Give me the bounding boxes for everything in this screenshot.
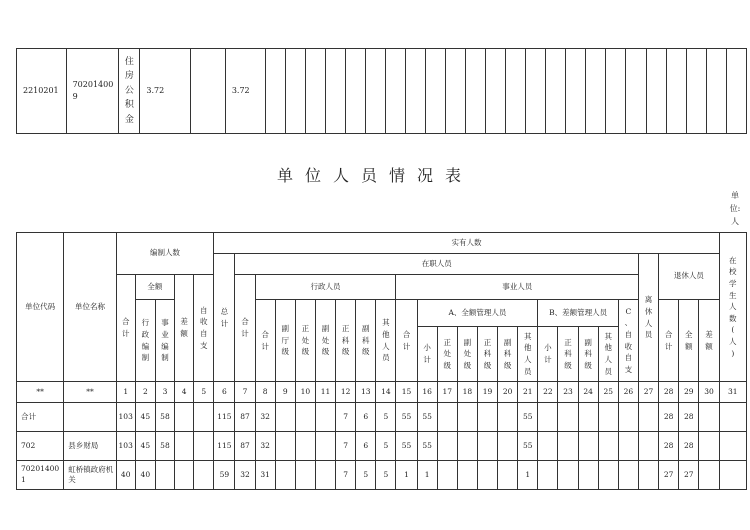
table-cell: 40 xyxy=(135,461,155,490)
table-cell xyxy=(598,432,618,461)
header-b-qita: 其 他 人 员 xyxy=(598,327,618,382)
unit-label: 单 位: 人 xyxy=(729,191,741,226)
personnel-table xyxy=(16,232,747,490)
column-code-cell: 12 xyxy=(336,382,356,403)
header-a-zhengchu: 正 处 级 xyxy=(437,327,457,382)
table-cell: 45 xyxy=(135,432,155,461)
budget-row xyxy=(17,49,747,134)
header-sy-heji: 合 计 xyxy=(396,300,417,382)
header-shiye-renyuan: 事业人员 xyxy=(396,275,639,300)
table-cell xyxy=(295,403,315,432)
table-cell: 55 xyxy=(396,403,417,432)
table-cell: 87 xyxy=(235,432,255,461)
column-code-cell: 6 xyxy=(214,382,235,403)
row-unit-code: 合计 xyxy=(17,403,64,432)
column-code-cell: ** xyxy=(64,382,116,403)
header-zhengke: 正 科 级 xyxy=(336,300,356,382)
table-cell xyxy=(699,403,719,432)
table-cell xyxy=(719,432,746,461)
table-cell: 55 xyxy=(518,432,538,461)
header-bz-cha-e: 差 额 xyxy=(175,275,194,382)
header-b-zhengke: 正 科 级 xyxy=(558,327,578,382)
budget-item-name: 住 房 公 积 金 xyxy=(119,49,140,134)
table-cell xyxy=(498,461,518,490)
table-cell: 1 xyxy=(417,461,437,490)
table-cell xyxy=(578,461,598,490)
table-cell xyxy=(194,403,214,432)
header-fuke: 副 科 级 xyxy=(356,300,376,382)
table-cell: 28 xyxy=(679,432,699,461)
table-cell: 58 xyxy=(155,432,174,461)
header-futing: 副 厅 级 xyxy=(275,300,295,382)
table-cell xyxy=(155,461,174,490)
table-cell: 87 xyxy=(235,403,255,432)
header-a-qita: 其 他 人 员 xyxy=(518,327,538,382)
column-code-cell: 9 xyxy=(275,382,295,403)
column-code-cell: 28 xyxy=(659,382,679,403)
header-unit-name: 单位名称 xyxy=(64,233,116,382)
table-cell: 55 xyxy=(396,432,417,461)
header-zaizhi: 在职人员 xyxy=(235,254,639,275)
column-code-cell: ** xyxy=(17,382,64,403)
header-zaixiao: 在 校 学 生 人 数 ( 人 ) xyxy=(719,233,746,382)
table-cell xyxy=(295,461,315,490)
table-cell: 55 xyxy=(417,432,437,461)
table-cell xyxy=(477,432,497,461)
header-fuchu: 副 处 级 xyxy=(315,300,335,382)
table-cell xyxy=(538,403,558,432)
column-code-cell: 27 xyxy=(638,382,658,403)
row-unit-name: 县乡财局 xyxy=(64,432,116,461)
budget-table-fragment xyxy=(16,48,747,134)
header-c-zishou: C 、 自 收 自 支 xyxy=(618,300,638,382)
table-cell xyxy=(315,461,335,490)
table-cell xyxy=(618,461,638,490)
column-code-cell: 5 xyxy=(194,382,214,403)
table-cell xyxy=(275,403,295,432)
column-code-cell: 31 xyxy=(719,382,746,403)
header-a-zhengke: 正 科 级 xyxy=(477,327,497,382)
table-cell xyxy=(498,403,518,432)
budget-amount-2: 3.72 xyxy=(225,49,265,134)
header-unit-code: 单位代码 xyxy=(17,233,64,382)
column-code-cell: 7 xyxy=(235,382,255,403)
table-cell: 31 xyxy=(255,461,275,490)
header-xingzheng-renyuan: 行政人员 xyxy=(255,275,396,300)
header-bz-heji: 合 计 xyxy=(116,275,135,382)
budget-code: 2210201 xyxy=(17,49,67,134)
table-cell xyxy=(578,403,598,432)
table-cell: 5 xyxy=(376,403,396,432)
column-code-cell: 14 xyxy=(376,382,396,403)
table-cell xyxy=(538,461,558,490)
table-cell: 27 xyxy=(679,461,699,490)
table-cell: 6 xyxy=(356,403,376,432)
column-code-cell: 15 xyxy=(396,382,417,403)
table-cell xyxy=(618,403,638,432)
column-code-cell: 4 xyxy=(175,382,194,403)
table-cell: 28 xyxy=(659,403,679,432)
table-cell xyxy=(477,403,497,432)
table-cell: 7 xyxy=(336,403,356,432)
header-bianzhi: 编制人数 xyxy=(116,233,214,275)
budget-empty xyxy=(191,49,226,134)
table-cell xyxy=(618,432,638,461)
column-code-row xyxy=(17,382,747,403)
table-cell: 59 xyxy=(214,461,235,490)
table-cell xyxy=(175,403,194,432)
header-shiyou: 实有人数 xyxy=(214,233,719,254)
header-qita: 其 他 人 员 xyxy=(376,300,396,382)
column-code-cell: 25 xyxy=(598,382,618,403)
table-cell xyxy=(194,461,214,490)
table-cell: 6 xyxy=(356,432,376,461)
column-code-cell: 20 xyxy=(498,382,518,403)
table-cell xyxy=(538,432,558,461)
table-cell xyxy=(437,461,457,490)
row-unit-name: 虹桥镇政府机关 xyxy=(64,461,116,490)
table-cell xyxy=(175,461,194,490)
table-cell: 7 xyxy=(336,461,356,490)
header-bz-quane: 全额 xyxy=(135,275,174,300)
table-cell: 28 xyxy=(679,403,699,432)
header-a-quane: A、全额管理人员 xyxy=(417,300,538,327)
header-zz-heji: 合 计 xyxy=(235,275,255,382)
column-code-cell: 23 xyxy=(558,382,578,403)
table-cell: 32 xyxy=(255,432,275,461)
table-cell xyxy=(598,461,618,490)
column-code-cell: 18 xyxy=(457,382,477,403)
table-cell xyxy=(598,403,618,432)
table-cell xyxy=(699,432,719,461)
header-xingzheng-bianzhi: 行 政 编 制 xyxy=(135,300,155,382)
table-cell: 103 xyxy=(116,432,135,461)
table-cell xyxy=(719,403,746,432)
header-xz-heji: 合 计 xyxy=(255,300,275,382)
header-zhengchu: 正 处 级 xyxy=(295,300,315,382)
header-a-fuchu: 副 处 级 xyxy=(457,327,477,382)
table-cell xyxy=(295,432,315,461)
row-unit-code: 702014001 xyxy=(17,461,64,490)
table-cell xyxy=(315,432,335,461)
table-cell xyxy=(719,461,746,490)
page-title: 单位人员情况表 xyxy=(276,166,473,185)
column-code-cell: 21 xyxy=(518,382,538,403)
row-unit-name xyxy=(64,403,116,432)
personnel-data-body xyxy=(17,403,747,490)
table-cell: 5 xyxy=(356,461,376,490)
header-a-xiaoji: 小 计 xyxy=(417,327,437,382)
column-code-cell: 19 xyxy=(477,382,497,403)
header-b-xiaoji: 小 计 xyxy=(538,327,558,382)
column-code-cell: 8 xyxy=(255,382,275,403)
table-cell xyxy=(558,432,578,461)
column-code-cell: 22 xyxy=(538,382,558,403)
table-cell xyxy=(175,432,194,461)
table-cell xyxy=(457,432,477,461)
table-cell: 40 xyxy=(116,461,135,490)
table-cell: 1 xyxy=(518,461,538,490)
table-cell: 115 xyxy=(214,432,235,461)
column-code-cell: 30 xyxy=(699,382,719,403)
table-cell xyxy=(194,432,214,461)
table-cell: 103 xyxy=(116,403,135,432)
table-cell xyxy=(638,461,658,490)
table-cell: 28 xyxy=(659,432,679,461)
column-code-cell: 3 xyxy=(155,382,174,403)
header-shiye-bianzhi: 事 业 编 制 xyxy=(155,300,174,382)
budget-amount: 3.72 xyxy=(140,49,191,134)
table-cell: 55 xyxy=(417,403,437,432)
table-cell xyxy=(457,403,477,432)
table-cell xyxy=(558,403,578,432)
table-cell xyxy=(477,461,497,490)
table-cell: 32 xyxy=(255,403,275,432)
header-tx-cha-e: 差 额 xyxy=(699,300,719,382)
table-cell xyxy=(457,461,477,490)
table-cell: 27 xyxy=(659,461,679,490)
column-code-cell: 24 xyxy=(578,382,598,403)
header-b-cha-e: B、差额管理人员 xyxy=(538,300,619,327)
header-a-fuke: 副 科 级 xyxy=(498,327,518,382)
column-code-cell: 1 xyxy=(116,382,135,403)
column-code-cell: 13 xyxy=(356,382,376,403)
table-row xyxy=(17,461,747,490)
table-row xyxy=(17,403,747,432)
table-cell xyxy=(437,432,457,461)
table-cell xyxy=(498,432,518,461)
column-code-cell: 29 xyxy=(679,382,699,403)
header-tx-heji: 合 计 xyxy=(659,300,679,382)
table-cell xyxy=(638,403,658,432)
table-cell xyxy=(275,461,295,490)
table-cell xyxy=(275,432,295,461)
table-cell: 32 xyxy=(235,461,255,490)
header-tuixiu: 退休人员 xyxy=(659,254,720,300)
column-code-cell: 26 xyxy=(618,382,638,403)
table-cell: 5 xyxy=(376,432,396,461)
table-cell xyxy=(558,461,578,490)
table-row xyxy=(17,432,747,461)
column-code-cell: 2 xyxy=(135,382,155,403)
table-cell: 5 xyxy=(376,461,396,490)
table-cell xyxy=(315,403,335,432)
column-code-cell: 11 xyxy=(315,382,335,403)
table-cell xyxy=(578,432,598,461)
budget-subcode: 702014009 xyxy=(66,49,119,134)
table-cell: 55 xyxy=(518,403,538,432)
header-bz-zishou: 自 收 自 支 xyxy=(194,275,214,382)
table-cell: 7 xyxy=(336,432,356,461)
header-lixiu: 离 休 人 员 xyxy=(638,254,658,382)
header-zongji: 总 计 xyxy=(214,254,235,382)
column-code-cell: 10 xyxy=(295,382,315,403)
row-unit-code: 702 xyxy=(17,432,64,461)
table-cell: 58 xyxy=(155,403,174,432)
table-cell: 1 xyxy=(396,461,417,490)
table-cell: 115 xyxy=(214,403,235,432)
column-code-cell: 17 xyxy=(437,382,457,403)
column-code-cell: 16 xyxy=(417,382,437,403)
header-b-fuke: 副 科 级 xyxy=(578,327,598,382)
table-cell: 45 xyxy=(135,403,155,432)
header-tx-quane: 全 额 xyxy=(679,300,699,382)
table-cell xyxy=(437,403,457,432)
table-cell xyxy=(638,432,658,461)
table-cell xyxy=(699,461,719,490)
